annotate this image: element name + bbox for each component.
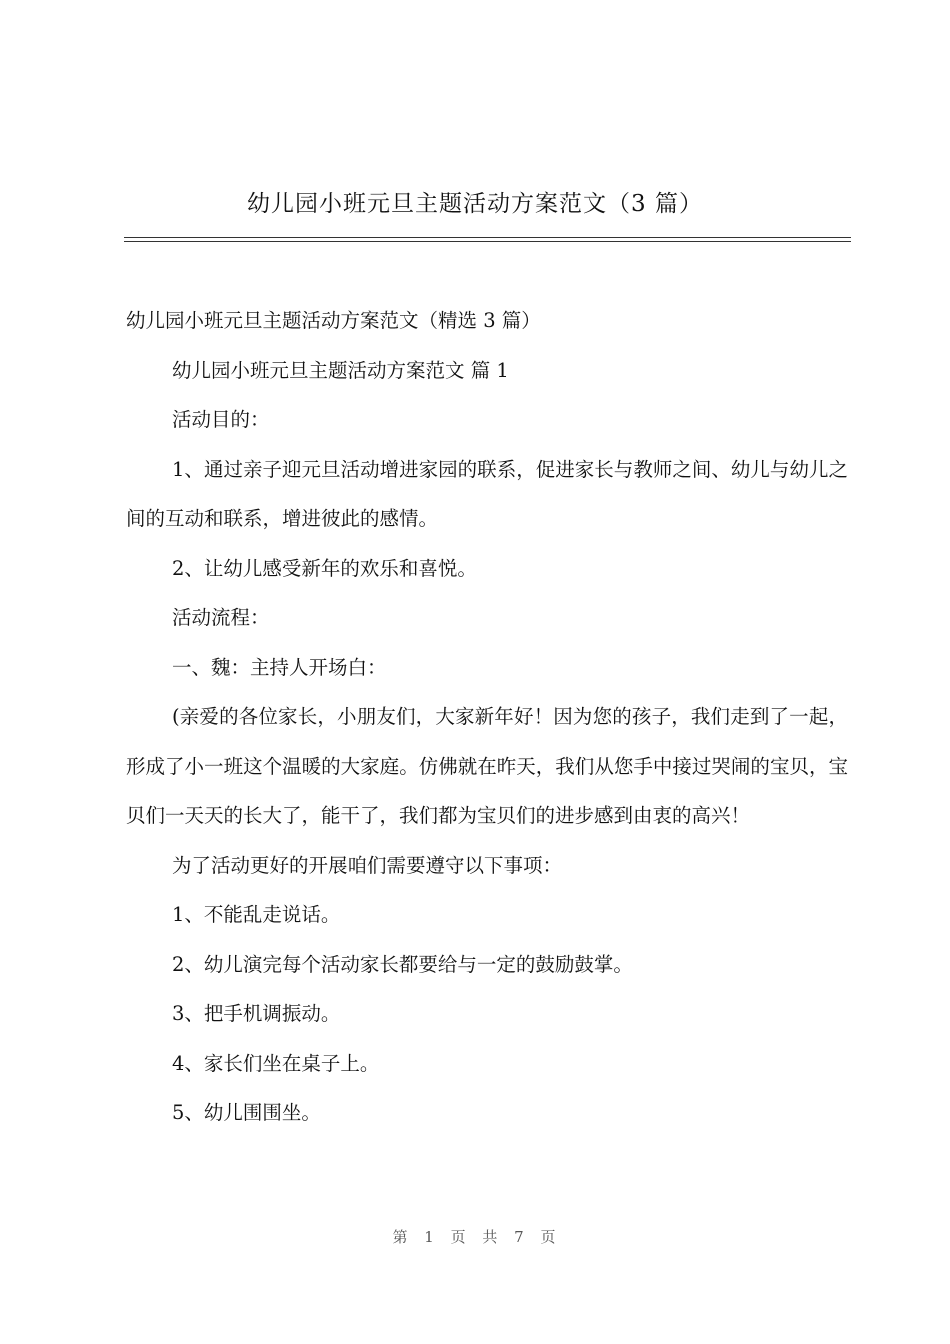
paragraph: 为了活动更好的开展咱们需要遵守以下事项： xyxy=(172,853,563,877)
document-subtitle: 幼儿园小班元旦主题活动方案范文（精选 3 篇） xyxy=(126,309,541,332)
paragraph: (亲爱的各位家长，小朋友们，大家新年好！因为您的孩子，我们走到了一起，形成了小一班这个温暖的大家庭。仿佛就在昨天，我们从您手中接过哭闹的宝贝，宝贝们一天天的长大了，能干了，我们都为宝贝们的进步感到由衷的高兴！ xyxy=(126,705,848,827)
section-heading: 幼儿园小班元旦主题活动方案范文 篇 1 xyxy=(172,358,509,382)
paragraph: 活动目的： xyxy=(172,408,270,431)
paragraph: 一、魏：主持人开场白： xyxy=(172,655,387,679)
paragraph: 2、幼儿演完每个活动家长都要给与一定的鼓励鼓掌。 xyxy=(172,952,633,976)
paragraph: 5、幼儿围围坐。 xyxy=(172,1101,321,1124)
document-body xyxy=(126,296,848,1138)
paragraph: 4、家长们坐在桌子上。 xyxy=(172,1051,380,1075)
paragraph: 2、让幼儿感受新年的欢乐和喜悦。 xyxy=(172,556,477,580)
page-number-footer: 第 1 页 共 7 页 xyxy=(392,1228,558,1246)
paragraph: 活动流程： xyxy=(172,606,270,629)
paragraph: 1、不能乱走说话。 xyxy=(172,903,341,926)
paragraph: 3、把手机调振动。 xyxy=(172,1002,341,1025)
title-divider xyxy=(124,237,851,242)
page-title: 幼儿园小班元旦主题活动方案范文（3 篇） xyxy=(247,191,703,217)
paragraph: 1、通过亲子迎元旦活动增进家园的联系，促进家长与教师之间、幼儿与幼儿之间的互动和联系，增进彼此的感情。 xyxy=(126,457,848,530)
